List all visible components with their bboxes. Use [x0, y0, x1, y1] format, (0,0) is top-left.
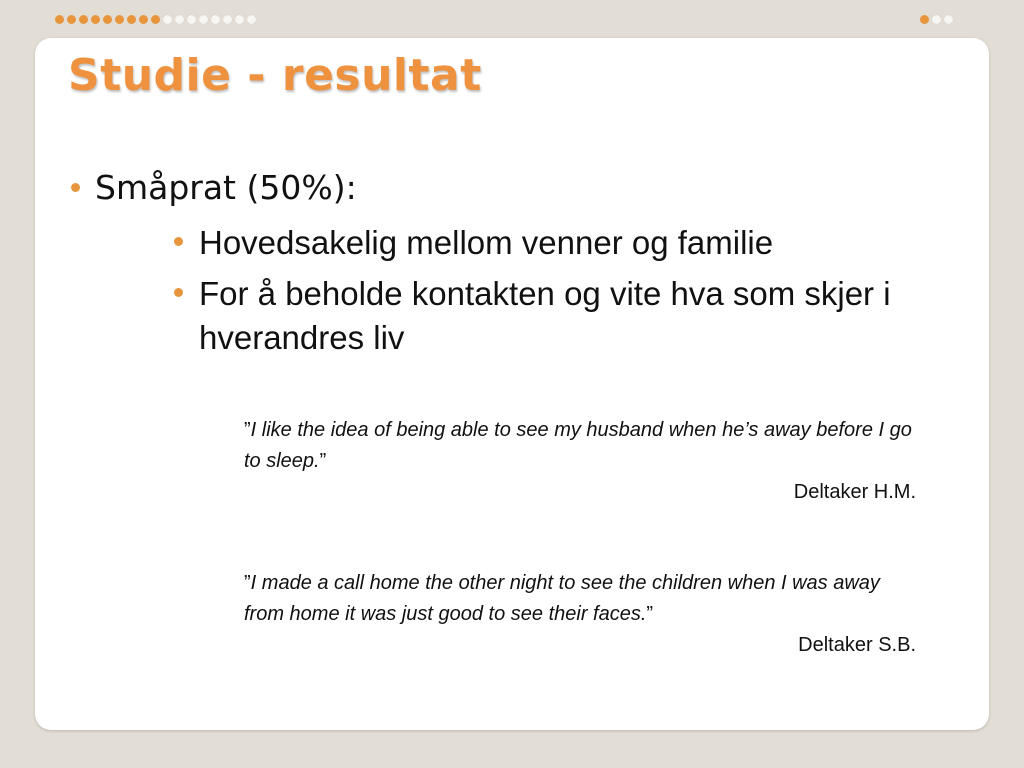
quote-text — [244, 568, 924, 630]
sub-bullet-text: Hovedsakelig mellom venner og familie — [199, 224, 774, 261]
decorative-dot-icon — [199, 15, 208, 24]
quote-close-mark: ” — [646, 603, 654, 625]
decorative-dot-icon — [127, 15, 136, 24]
decorative-dot-icon — [920, 15, 929, 24]
decorative-dots-left — [55, 15, 256, 24]
decorative-dot-icon — [944, 15, 953, 24]
decorative-dot-icon — [932, 15, 941, 24]
decorative-dot-icon — [175, 15, 184, 24]
quote-open-mark: ” — [244, 572, 251, 594]
quote-author: Deltaker S.B. — [798, 634, 916, 656]
quote-close-mark: ” — [319, 450, 327, 472]
bullet-dot-icon — [71, 183, 80, 192]
bullet-dot-icon — [174, 288, 183, 297]
decorative-dot-icon — [103, 15, 112, 24]
decorative-dot-icon — [151, 15, 160, 24]
quote-block — [244, 415, 924, 508]
main-bullet-text: Småprat (50%): — [95, 168, 357, 207]
decorative-dots-right — [920, 15, 953, 24]
sub-bullet-text: For å beholde kontakten og vite hva som skjer i hverandres liv — [199, 275, 891, 356]
decorative-dot-icon — [247, 15, 256, 24]
quote-body: I made a call home the other night to see the children when I was away from home it was just good to see their faces. — [244, 572, 880, 625]
decorative-dot-icon — [91, 15, 100, 24]
decorative-dot-icon — [139, 15, 148, 24]
quote-author: Deltaker H.M. — [793, 481, 916, 503]
quote-body: I like the idea of being able to see my husband when he’s away before I go to sleep. — [244, 419, 912, 472]
slide-title: Studie - resultat — [68, 50, 482, 101]
decorative-dot-icon — [235, 15, 244, 24]
decorative-dot-icon — [187, 15, 196, 24]
decorative-dot-icon — [115, 15, 124, 24]
sub-bullet — [174, 221, 773, 265]
sub-bullet — [174, 272, 934, 360]
decorative-dot-icon — [223, 15, 232, 24]
decorative-dot-icon — [67, 15, 76, 24]
quote-block — [244, 568, 924, 661]
slide-panel — [35, 38, 989, 730]
quote-open-mark: ” — [244, 419, 251, 441]
decorative-dot-icon — [55, 15, 64, 24]
decorative-dot-icon — [211, 15, 220, 24]
bullet-dot-icon — [174, 237, 183, 246]
quote-text — [244, 415, 924, 477]
decorative-dot-icon — [163, 15, 172, 24]
decorative-dot-icon — [79, 15, 88, 24]
main-bullet — [71, 168, 357, 207]
